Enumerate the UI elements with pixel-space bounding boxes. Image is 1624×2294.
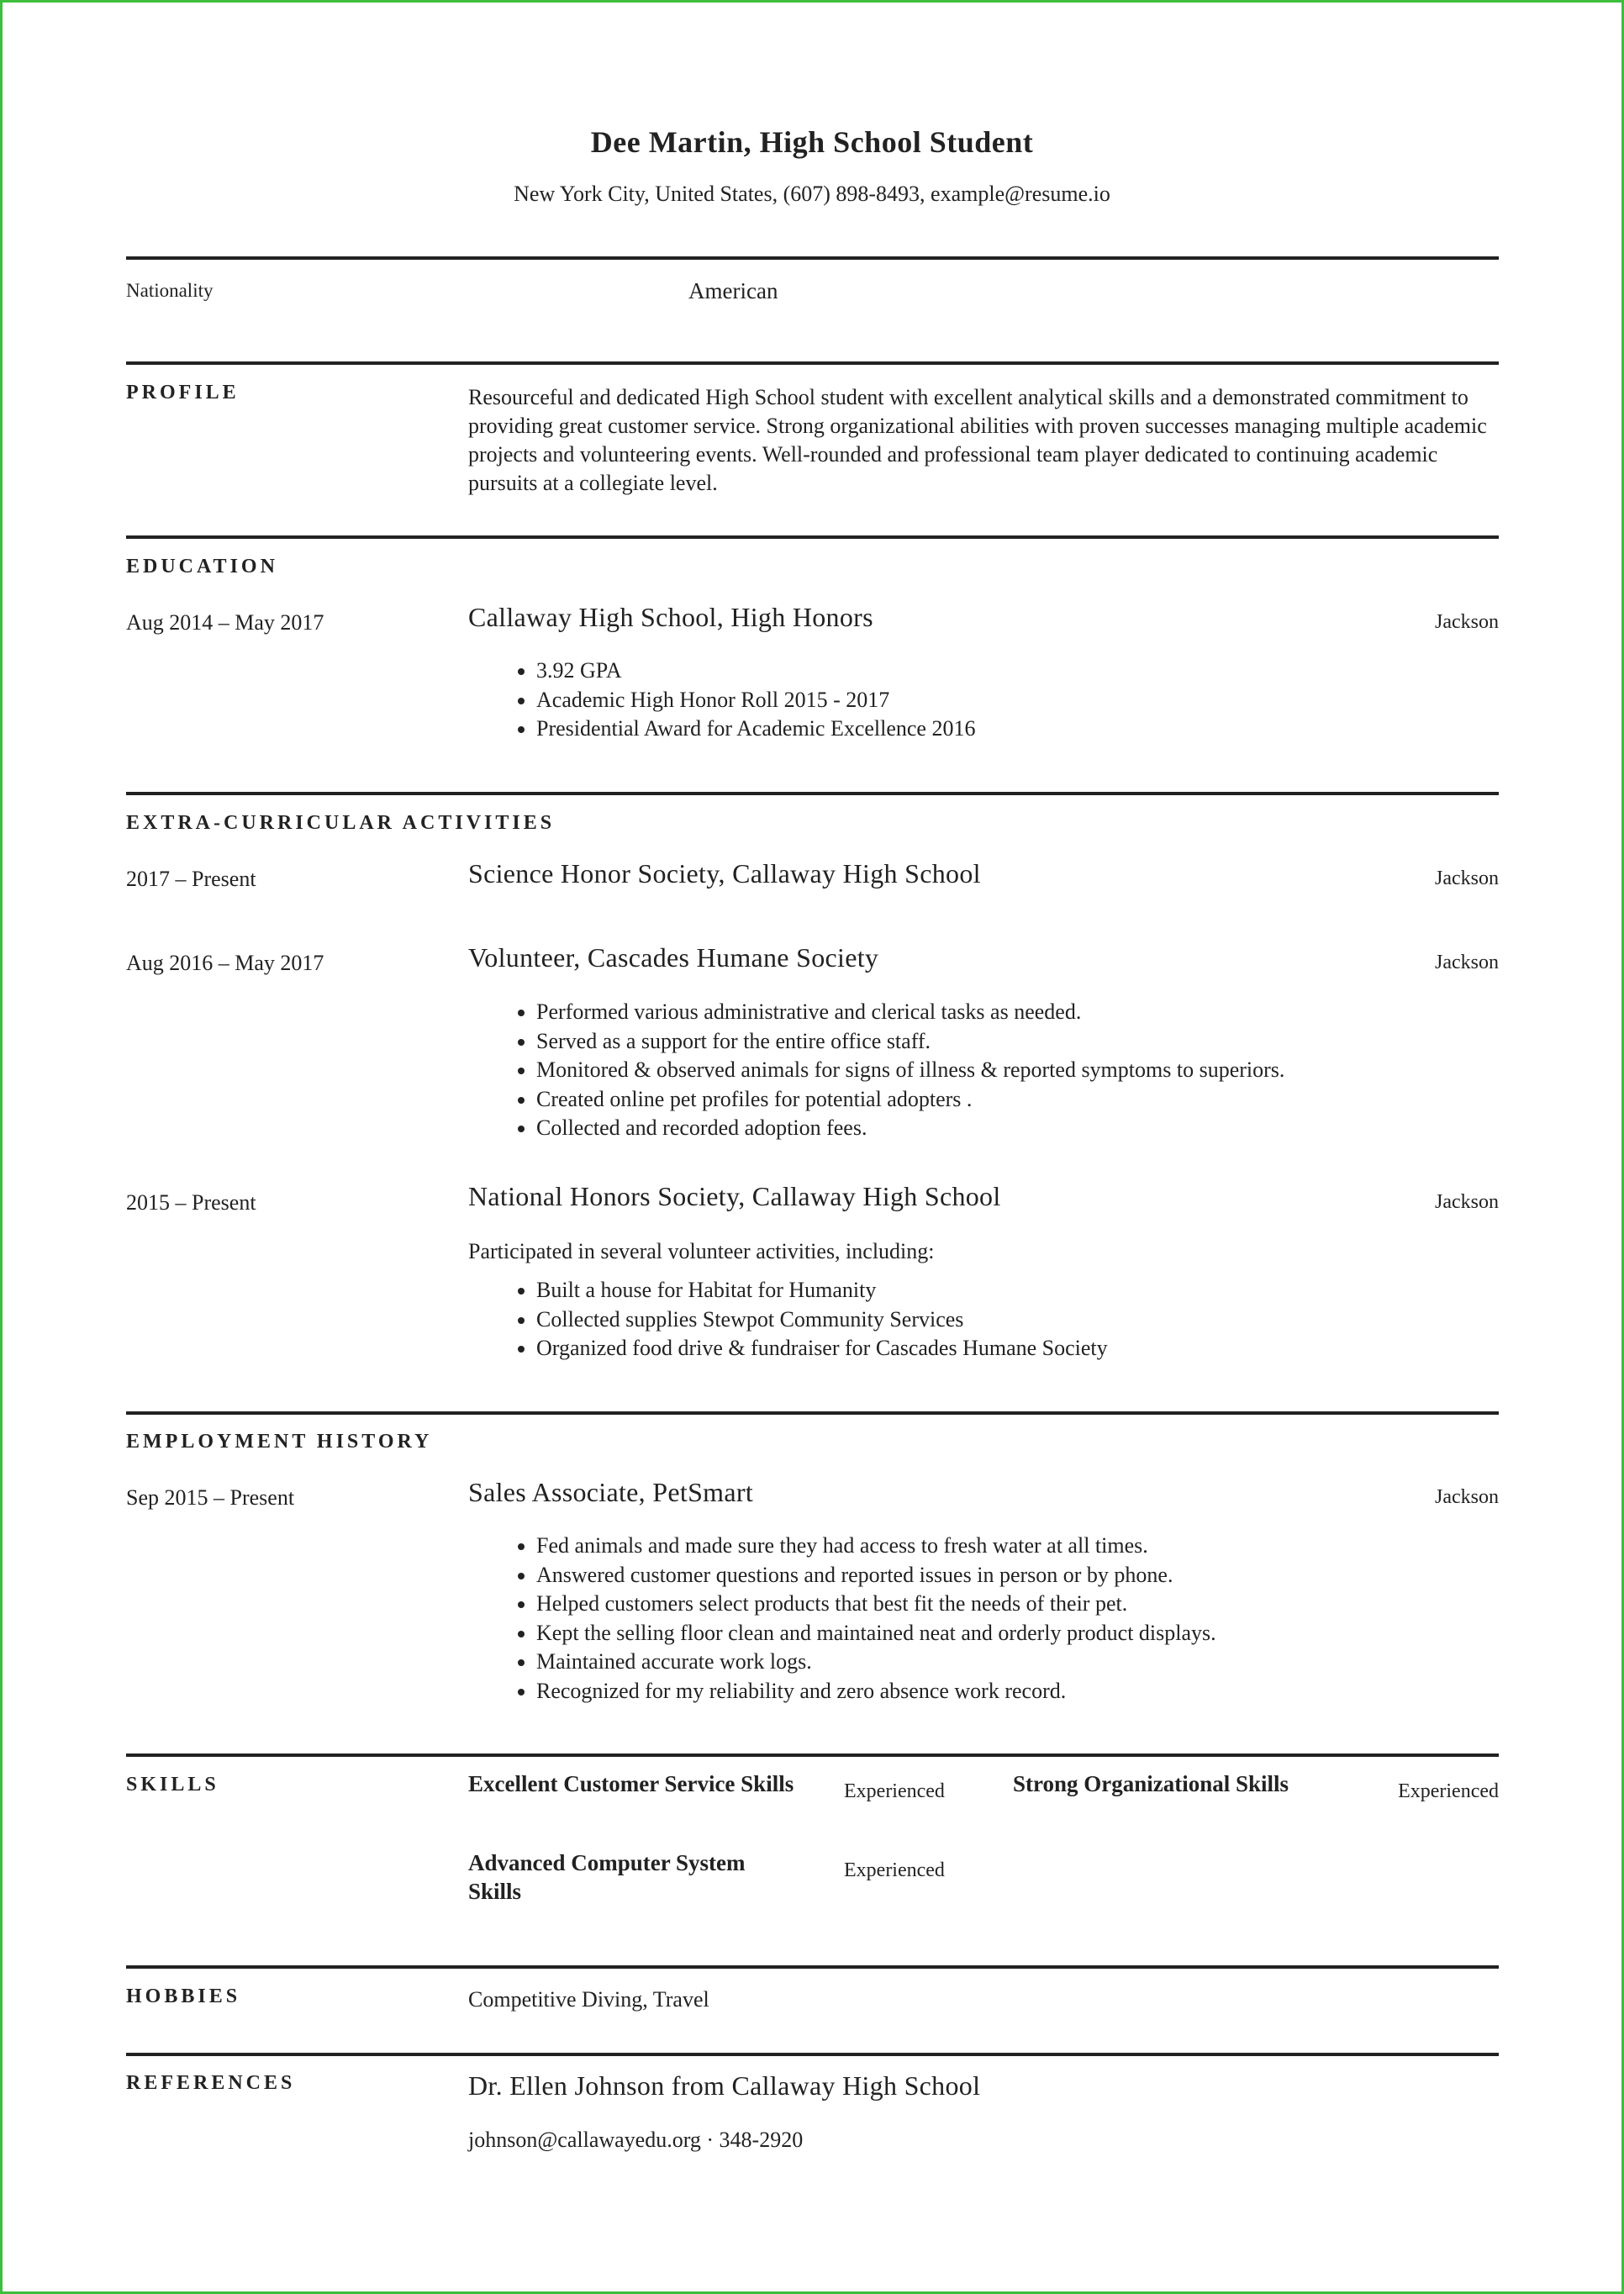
list-item: • Presidential Award for Academic Excellence 2016: [536, 715, 975, 744]
divider: [126, 2053, 1499, 2056]
divider: [126, 1753, 1499, 1757]
list-item: • Organized food drive & fundraiser for Cascades Humane Society: [536, 1334, 1108, 1363]
divider: [126, 1965, 1499, 1969]
list-item: • Recognized for my reliability and zero absence work record.: [536, 1677, 1216, 1706]
skill-level: Experienced: [844, 1859, 945, 1881]
activity-title: National Honors Society, Callaway High School: [468, 1181, 1001, 1211]
activity-title: Volunteer, Cascades Humane Society: [468, 942, 879, 973]
employment-title: Sales Associate, PetSmart: [468, 1477, 754, 1507]
skill-name: Excellent Customer Service Skills: [468, 1771, 794, 1796]
activity-dates: 2017 – Present: [126, 867, 256, 891]
section-heading-employment: EMPLOYMENT HISTORY: [126, 1431, 433, 1453]
activity-dates: Aug 2016 – May 2017: [126, 951, 324, 975]
list-item: • Performed various administrative and clerical tasks as needed.: [536, 998, 1284, 1027]
list-item: • Fed animals and made sure they had access to fresh water at all times.: [536, 1532, 1216, 1561]
reference-contact: johnson@callawayedu.org · 348-2920: [468, 2128, 804, 2152]
list-item: • Maintained accurate work logs.: [536, 1648, 1216, 1677]
list-item: • Collected supplies Stewpot Community Services: [536, 1305, 1108, 1335]
education-title: Callaway High School, High Honors: [468, 602, 873, 632]
activity-city: Jackson: [1435, 952, 1499, 973]
list-item: • Built a house for Habitat for Humanity: [536, 1276, 1108, 1305]
employment-city: Jackson: [1435, 1486, 1499, 1508]
list-item: • Answered customer questions and reported issues in person or by phone.: [536, 1561, 1216, 1590]
skill-level: Experienced: [1398, 1780, 1499, 1802]
list-item: • Kept the selling floor clean and maintained neat and orderly product displays.: [536, 1619, 1216, 1648]
list-item: • Collected and recorded adoption fees.: [536, 1114, 1284, 1143]
skill-level: Experienced: [844, 1780, 945, 1802]
section-heading-references: REFERENCES: [126, 2072, 296, 2094]
activity-city: Jackson: [1435, 1191, 1499, 1213]
hobbies-text: Competitive Diving, Travel: [468, 1987, 709, 2012]
activity-bullets: [503, 1276, 1108, 1363]
education-bullets: [503, 657, 975, 744]
list-item: • Monitored & observed animals for signs of illness & reported symptoms to superiors.: [536, 1056, 1284, 1085]
section-heading-hobbies: HOBBIES: [126, 1985, 241, 2007]
activity-city: Jackson: [1435, 868, 1499, 889]
section-heading-skills: SKILLS: [126, 1774, 219, 1796]
section-heading-activities: EXTRA-CURRICULAR ACTIVITIES: [126, 812, 556, 834]
nationality-value: American: [688, 278, 778, 303]
activity-title: Science Honor Society, Callaway High School: [468, 858, 981, 889]
profile-text: Resourceful and dedicated High School student with excellent analytical skills and a demonstrated commitment to providing great customer service. Strong organizational abilities with proven successes managing multiple academic projects and volunteering events. Well-rounded and professional team player dedicated to continuing academic pursuits at a collegiate level.: [468, 385, 1487, 495]
reference-name: Dr. Ellen Johnson from Callaway High School: [468, 2070, 981, 2101]
resume-name: Dee Martin, High School Student: [590, 125, 1034, 159]
list-item: • 3.92 GPA: [536, 657, 975, 686]
skill-name: Strong Organizational Skills: [1013, 1771, 1289, 1796]
section-heading-education: EDUCATION: [126, 556, 278, 577]
employment-dates: Sep 2015 – Present: [126, 1485, 295, 1510]
list-item: • Academic High Honor Roll 2015 - 2017: [536, 686, 975, 715]
nationality-label: Nationality: [126, 280, 214, 301]
education-city: Jackson: [1435, 611, 1499, 633]
divider: [126, 361, 1499, 365]
list-item: • Created online pet profiles for potential adopters .: [536, 1085, 1284, 1115]
divider: [126, 256, 1499, 260]
activity-dates: 2015 – Present: [126, 1190, 256, 1215]
education-dates: Aug 2014 – May 2017: [126, 610, 324, 635]
employment-bullets: [503, 1532, 1216, 1706]
list-item: • Served as a support for the entire office staff.: [536, 1027, 1284, 1057]
divider: [126, 1411, 1499, 1415]
divider: [126, 535, 1499, 539]
contact-line: New York City, United States, (607) 898-8493, example@resume.io: [514, 182, 1110, 206]
activity-bullets: [503, 998, 1284, 1143]
list-item: • Helped customers select products that best fit the needs of their pet.: [536, 1590, 1216, 1619]
skill-name: Advanced Computer System Skills: [468, 1850, 746, 1904]
activity-intro: Participated in several volunteer activities, including:: [468, 1239, 935, 1263]
divider: [126, 792, 1499, 795]
section-heading-profile: PROFILE: [126, 382, 240, 403]
